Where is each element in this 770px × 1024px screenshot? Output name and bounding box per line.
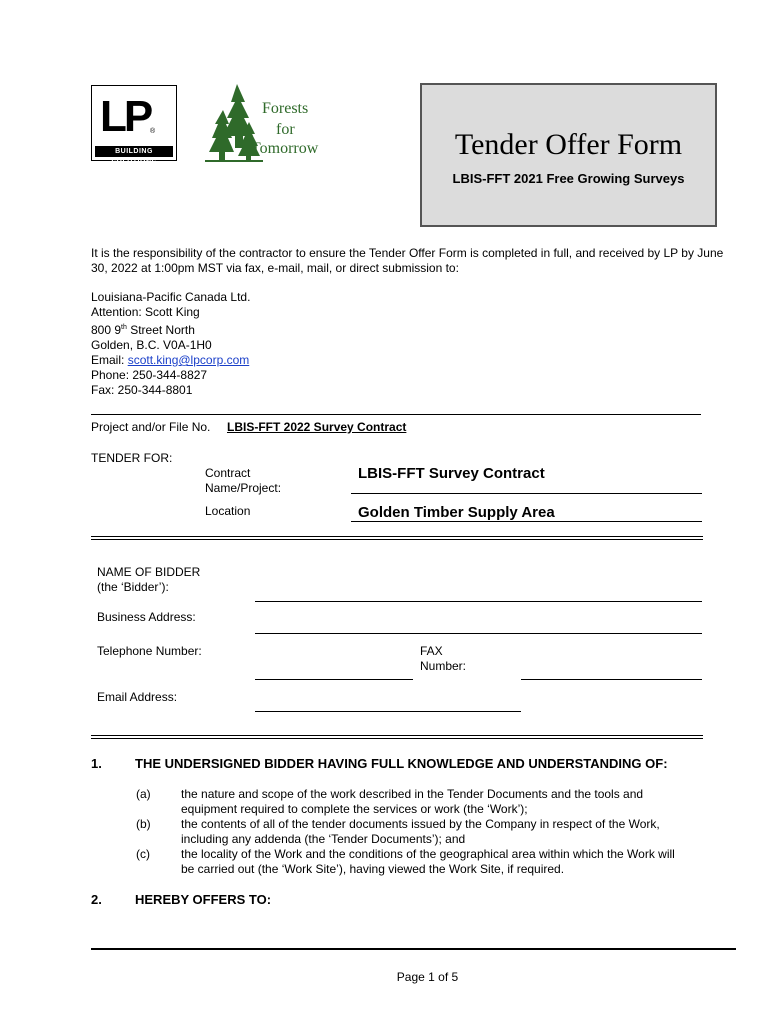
item-c-text bbox=[181, 847, 721, 877]
registered-mark: ® bbox=[150, 128, 156, 135]
double-rule-2-bottom bbox=[91, 738, 703, 739]
item-b-line1: the contents of all of the tender documents issued by the Company in respect of the Work, bbox=[181, 817, 660, 831]
lp-logo-mark: LP bbox=[100, 92, 151, 141]
fax-number-label-line2: Number: bbox=[420, 659, 467, 673]
lp-logo bbox=[91, 85, 177, 166]
address-block bbox=[91, 290, 491, 398]
attention-line: Attention: Scott King bbox=[91, 305, 200, 319]
project-value: LBIS-FFT 2022 Survey Contract bbox=[227, 420, 407, 434]
section-2-heading: HEREBY OFFERS TO: bbox=[135, 892, 272, 907]
item-c-line2: be carried out (the ‘Work Site’), having viewed the Work Site, if required. bbox=[181, 862, 565, 876]
page-number: Page 1 of 5 bbox=[396, 970, 459, 984]
fax-number-label-line1: FAX bbox=[420, 644, 443, 658]
divider-rule bbox=[91, 414, 701, 415]
city-line: Golden, B.C. V0A-1H0 bbox=[91, 338, 212, 352]
company-name: Louisiana-Pacific Canada Ltd. bbox=[91, 290, 251, 304]
section-1-number: 1. bbox=[91, 756, 102, 771]
lp-logo-tagline: BUILDING SOLUTIONS bbox=[95, 146, 173, 157]
item-b-letter: (b) bbox=[136, 817, 151, 831]
fax-number-label bbox=[420, 644, 466, 674]
location-value: Golden Timber Supply Area bbox=[358, 504, 555, 521]
location-underline bbox=[351, 521, 702, 522]
item-a-letter: (a) bbox=[136, 787, 151, 801]
contract-label-line2: Name/Project: bbox=[205, 481, 282, 495]
double-rule-2-top bbox=[91, 735, 703, 736]
item-b-text bbox=[181, 817, 721, 847]
street-number: 800 9 bbox=[91, 323, 122, 337]
email-address-field[interactable] bbox=[255, 711, 521, 712]
email-address-label: Email Address: bbox=[97, 690, 178, 704]
item-c-line1: the locality of the Work and the conditions of the geographical area within which the Work will bbox=[181, 847, 675, 861]
bidder-name-field[interactable] bbox=[255, 601, 702, 602]
fft-word-tomorrow: Tomorrow bbox=[251, 140, 319, 157]
section-1-heading: THE UNDERSIGNED BIDDER HAVING FULL KNOWLEDGE AND UNDERSTANDING OF: bbox=[135, 756, 668, 771]
contract-label-line1: Contract bbox=[205, 466, 251, 480]
street-line bbox=[91, 320, 491, 338]
fax-number-field[interactable] bbox=[521, 679, 702, 680]
footer-rule bbox=[91, 948, 736, 950]
form-subtitle: LBIS-FFT 2021 Free Growing Surveys bbox=[452, 171, 685, 186]
form-title: Tender Offer Form bbox=[454, 128, 683, 161]
item-a-line2: equipment required to complete the services or work (the ‘Work’); bbox=[181, 802, 528, 816]
contract-underline bbox=[351, 493, 702, 494]
double-rule-top bbox=[91, 536, 703, 537]
item-a-text bbox=[181, 787, 721, 817]
bidder-name-label-line1: NAME OF BIDDER bbox=[97, 565, 201, 579]
project-label: Project and/or File No. bbox=[91, 420, 211, 434]
email-label: Email: bbox=[91, 353, 128, 367]
tender-for-label: TENDER FOR: bbox=[91, 451, 173, 465]
item-b-line2: including any addenda (the ‘Tender Documents’); and bbox=[181, 832, 466, 846]
fft-word-forests: Forests bbox=[262, 100, 309, 117]
item-c-letter: (c) bbox=[136, 847, 150, 861]
business-address-label: Business Address: bbox=[97, 610, 196, 624]
email-line bbox=[91, 353, 491, 368]
telephone-label: Telephone Number: bbox=[97, 644, 202, 658]
email-link[interactable]: scott.king@lpcorp.com bbox=[127, 353, 250, 367]
bidder-name-label bbox=[97, 565, 200, 595]
item-a-line1: the nature and scope of the work described in the Tender Documents and the tools and bbox=[181, 787, 644, 801]
section-2-number: 2. bbox=[91, 892, 102, 907]
phone-line: Phone: 250-344-8827 bbox=[91, 368, 208, 382]
double-rule-bottom bbox=[91, 539, 703, 540]
telephone-field[interactable] bbox=[255, 679, 413, 680]
contract-label bbox=[205, 466, 281, 496]
intro-paragraph: It is the responsibility of the contractor to ensure the Tender Offer Form is completed in full, and received by LP by June 30, 2022 at 1:00pm MST via fax, e-mail, mail, or direct submission to: bbox=[91, 246, 724, 275]
business-address-field[interactable] bbox=[255, 633, 702, 634]
fft-word-for: for bbox=[276, 121, 295, 138]
street-name: Street North bbox=[126, 323, 195, 337]
bidder-name-label-line2: (the ‘Bidder’): bbox=[97, 580, 169, 594]
street-ordinal: th bbox=[121, 324, 127, 331]
contract-value: LBIS-FFT Survey Contract bbox=[358, 465, 545, 482]
fax-line: Fax: 250-344-8801 bbox=[91, 383, 193, 397]
location-label: Location bbox=[205, 504, 251, 518]
title-box bbox=[420, 83, 717, 227]
forests-for-tomorrow-logo bbox=[205, 82, 330, 164]
